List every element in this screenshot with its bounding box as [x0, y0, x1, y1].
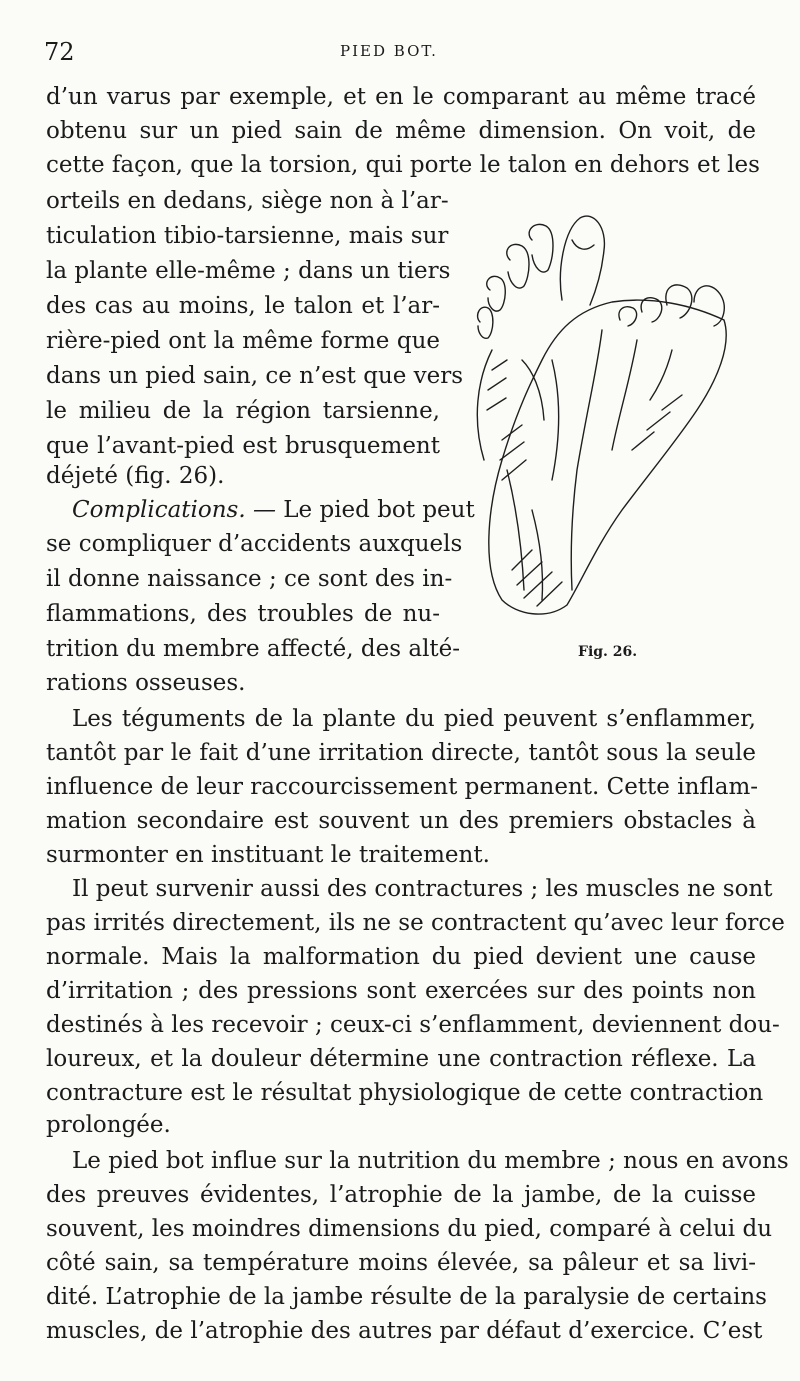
text-line: muscles, de l’atrophie des autres par défaut d’exercice. C’est	[46, 1318, 763, 1344]
text-line: d’irritation ; des pressions sont exercées sur des points non	[46, 978, 756, 1004]
running-title: PIED BOT.	[340, 42, 438, 60]
text-line: Il peut survenir aussi des contractures ; les muscles ne sont	[72, 876, 773, 902]
text-line: contracture est le résultat physiologique de cette contraction	[46, 1080, 764, 1106]
text-line: des preuves évidentes, l’atrophie de la jambe, de la cuisse	[46, 1182, 756, 1208]
text-line: tantôt par le fait d’une irritation directe, tantôt sous la seule	[46, 740, 756, 766]
text-line: le milieu de la région tarsienne,	[46, 398, 440, 424]
text-line: rière-pied ont la même forme que	[46, 328, 440, 354]
figure-caption: Fig. 26.	[578, 644, 638, 660]
page-number: 72	[44, 38, 75, 66]
text-line: des cas au moins, le talon et l’ar-	[46, 293, 440, 319]
foot-sole-drawing	[462, 210, 742, 620]
text-line: Le pied bot influe sur la nutrition du membre ; nous en avons	[72, 1148, 789, 1174]
text-line: influence de leur raccourcissement permanent. Cette inflam-	[46, 774, 759, 800]
text-line: destinés à les recevoir ; ceux-ci s’enflamment, deviennent dou-	[46, 1012, 780, 1038]
text-line: Les téguments de la plante du pied peuvent s’enflammer,	[72, 706, 756, 732]
complications-line	[72, 493, 475, 527]
text-line: rations osseuses.	[46, 670, 246, 696]
text-line: normale. Mais la malformation du pied devient une cause	[46, 944, 756, 970]
text-line: mation secondaire est souvent un des premiers obstacles à	[46, 808, 756, 834]
text-line: dans un pied sain, ce n’est que vers	[46, 363, 464, 389]
text-line: déjeté (fig. 26).	[46, 463, 225, 489]
text-line: pas irrités directement, ils ne se contractent qu’avec leur force	[46, 910, 785, 936]
text-line: flammations, des troubles de nu-	[46, 601, 440, 627]
text-line: se compliquer d’accidents auxquels	[46, 531, 463, 557]
foot-sole-illustration	[462, 210, 742, 620]
text-line: d’un varus par exemple, et en le comparant au même tracé	[46, 84, 756, 110]
text-line: surmonter en instituant le traitement.	[46, 842, 490, 868]
text-fragment: Le pied bot peut	[283, 497, 475, 523]
page-header	[0, 38, 800, 78]
text-line: orteils en dedans, siège non à l’ar-	[46, 188, 449, 214]
text-line: souvent, les moindres dimensions du pied, comparé à celui du	[46, 1216, 773, 1242]
text-line: cette façon, que la torsion, qui porte le talon en dehors et les	[46, 152, 760, 178]
text-line: obtenu sur un pied sain de même dimension. On voit, de	[46, 118, 756, 144]
text-line: dité. L’atrophie de la jambe résulte de la paralysie de certains	[46, 1284, 767, 1310]
text-line: que l’avant-pied est brusquement	[46, 433, 440, 459]
text-line: trition du membre affecté, des alté-	[46, 636, 461, 662]
text-line: ticulation tibio-tarsienne, mais sur	[46, 223, 449, 249]
text-line: côté sain, sa température moins élevée, sa pâleur et sa livi-	[46, 1250, 756, 1276]
text-line: la plante elle-même ; dans un tiers	[46, 258, 451, 284]
text-line: il donne naissance ; ce sont des in-	[46, 566, 453, 592]
text-line: prolongée.	[46, 1112, 171, 1138]
text-line: loureux, et la douleur détermine une contraction réflexe. La	[46, 1046, 756, 1072]
complications-heading: Complications. —	[72, 497, 276, 523]
